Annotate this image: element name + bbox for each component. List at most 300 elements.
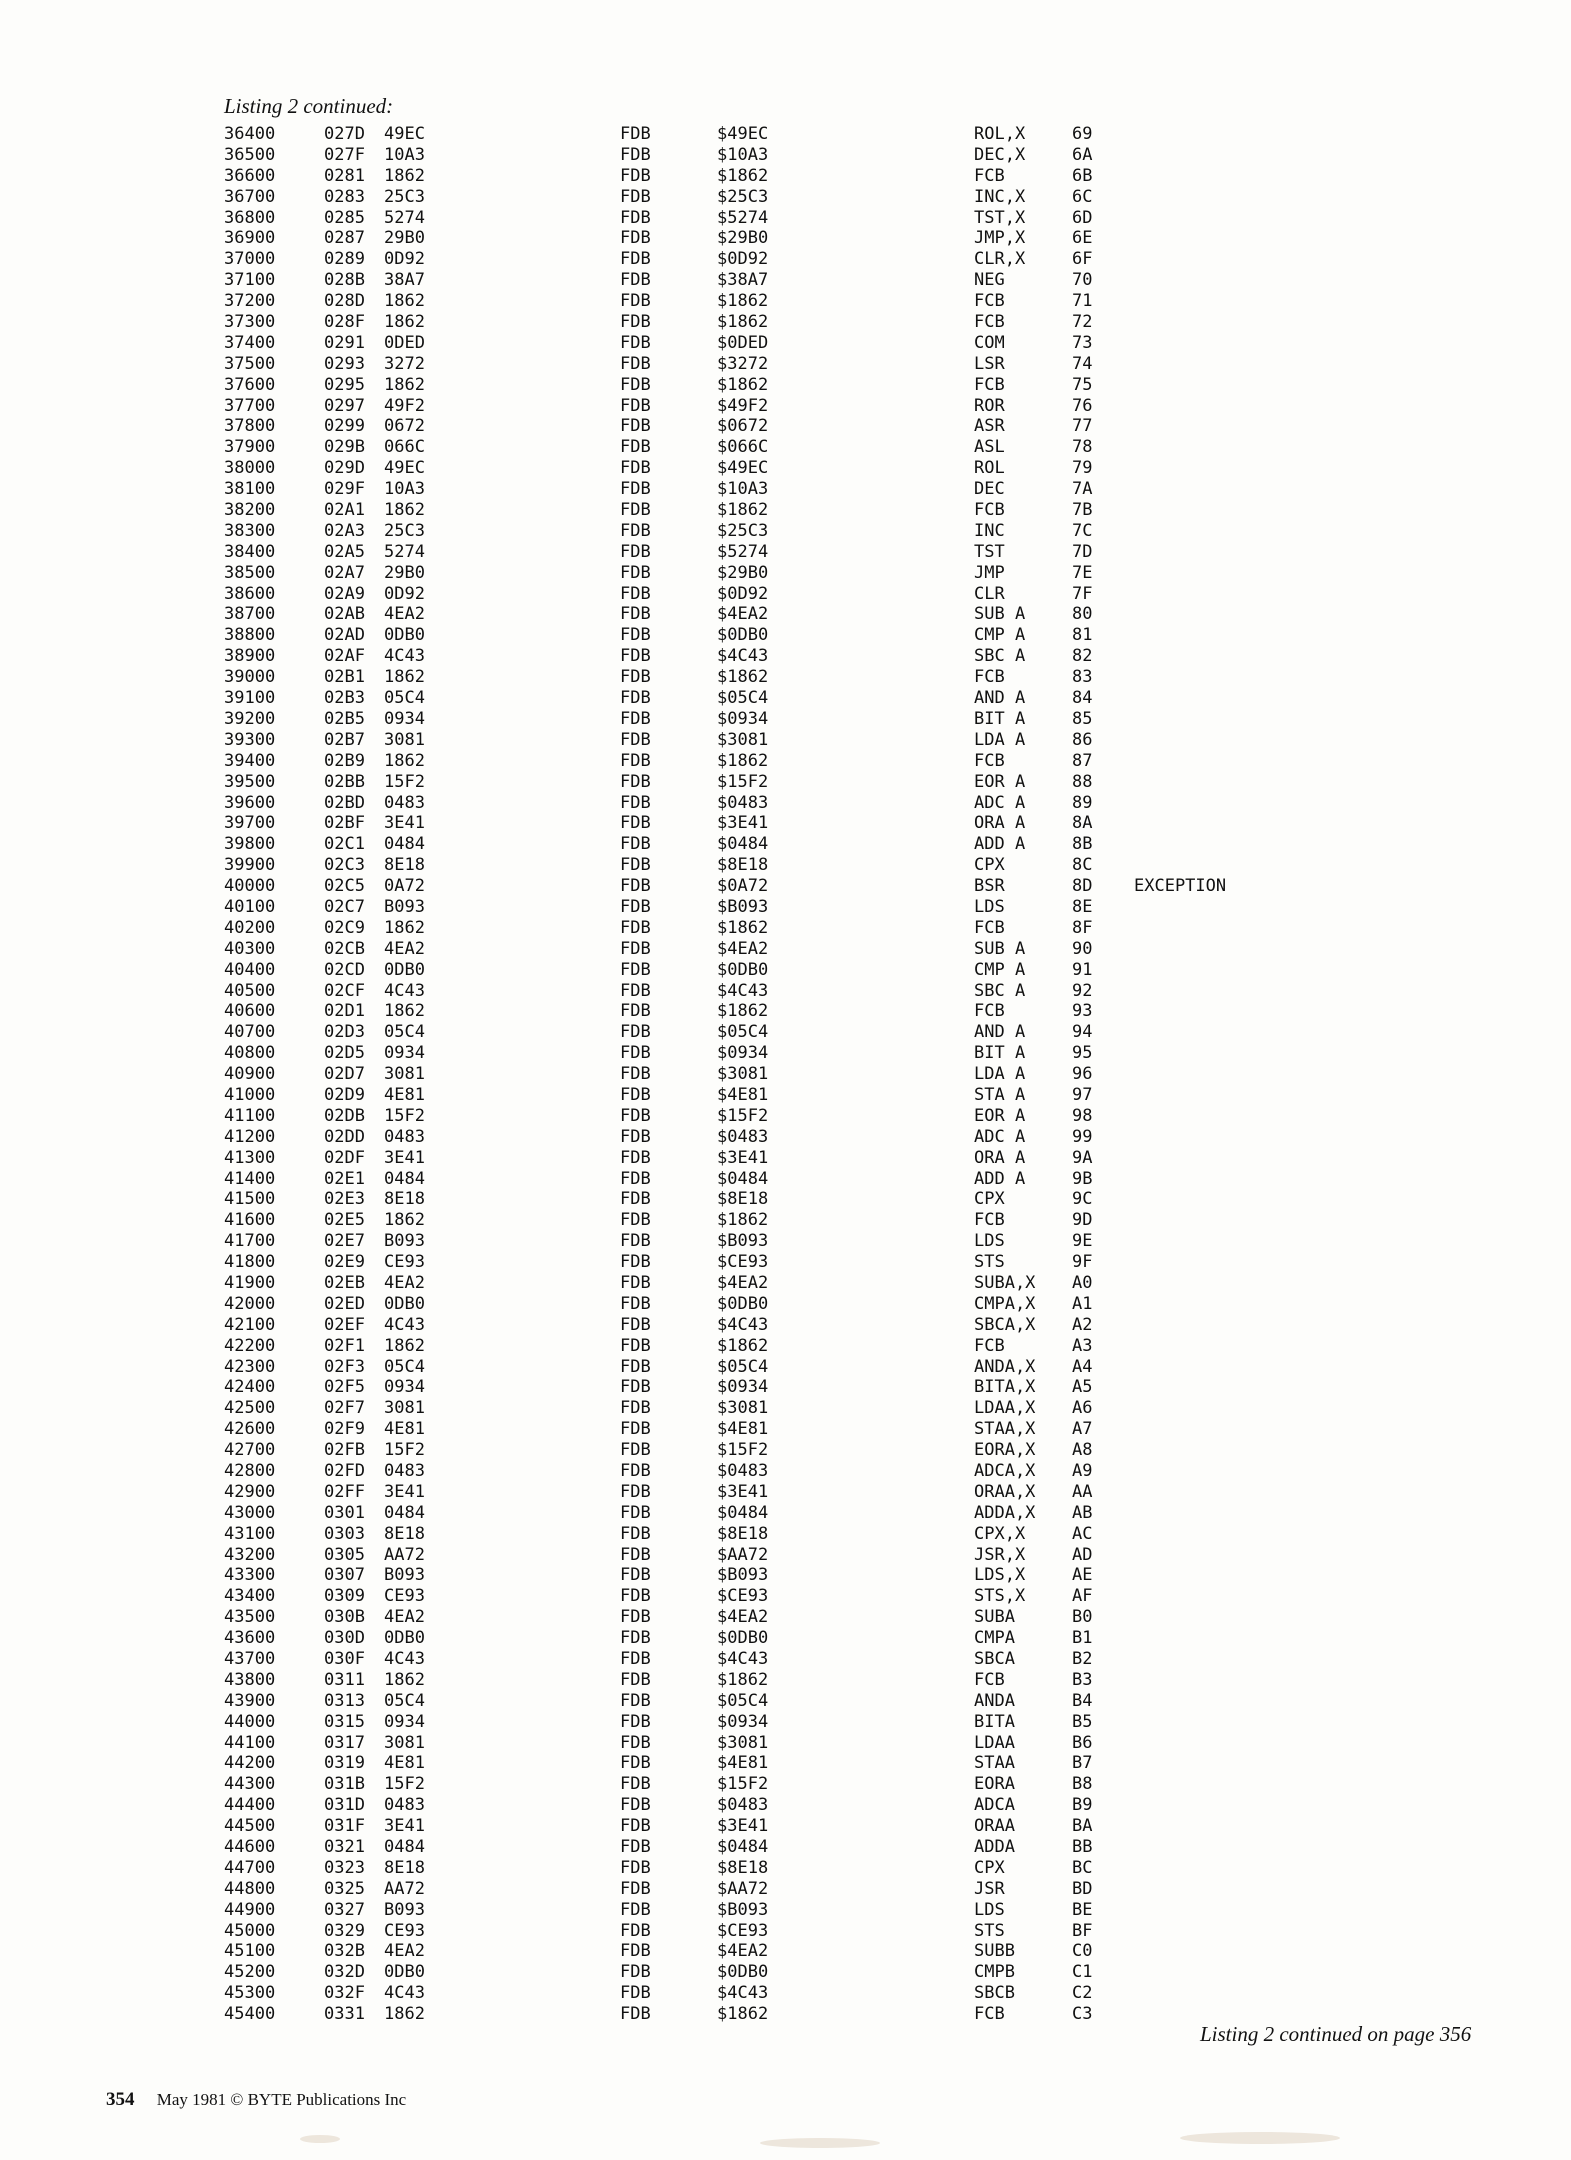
operand-value: $15F2 <box>717 1440 769 1461</box>
mnemonic: AND A <box>974 1022 1026 1043</box>
line-number: 43400 <box>224 1586 276 1607</box>
address: 02B3 <box>324 688 365 709</box>
address: 02F3 <box>324 1356 365 1377</box>
address: 02D7 <box>324 1064 365 1085</box>
object-code: 49EC <box>384 124 425 144</box>
line-number: 41900 <box>224 1272 276 1293</box>
listing-caption-top: Listing 2 continued: <box>224 94 394 118</box>
line-number: 39600 <box>224 792 276 813</box>
opcode: 7A <box>1072 479 1093 500</box>
directive: FDB <box>620 1293 651 1314</box>
mnemonic: FCB <box>974 291 1005 312</box>
operand-value: $05C4 <box>717 688 769 709</box>
object-code: CE93 <box>384 1920 425 1941</box>
opcode: B5 <box>1072 1711 1093 1732</box>
directive: FDB <box>620 270 651 291</box>
mnemonic: LDS <box>974 1231 1005 1252</box>
directive: FDB <box>620 834 651 855</box>
opcode: 9E <box>1072 1231 1093 1252</box>
opcode: 9A <box>1072 1147 1093 1168</box>
object-code: 0483 <box>384 1126 425 1147</box>
object-code: 4C43 <box>384 646 425 667</box>
address: 0321 <box>324 1837 365 1858</box>
directive: FDB <box>620 1649 651 1670</box>
object-code: 29B0 <box>384 562 425 583</box>
address: 02FF <box>324 1481 365 1502</box>
opcode: B2 <box>1072 1649 1093 1670</box>
address: 02CD <box>324 959 365 980</box>
object-code: 8E18 <box>384 1857 425 1878</box>
address: 030F <box>324 1649 365 1670</box>
mnemonic: BITA,X <box>974 1377 1036 1398</box>
opcode: 93 <box>1072 1001 1093 1022</box>
object-code: 0483 <box>384 1461 425 1481</box>
line-number: 45100 <box>224 1941 276 1962</box>
mnemonic: JMP <box>974 562 1005 583</box>
opcode: 82 <box>1072 646 1093 667</box>
opcode: 90 <box>1072 938 1093 959</box>
address: 02CB <box>324 938 365 959</box>
object-code: 1862 <box>384 1001 425 1022</box>
object-code: 4EA2 <box>384 1941 425 1962</box>
address: 0303 <box>324 1523 365 1544</box>
address: 02F9 <box>324 1419 365 1440</box>
mnemonic: ASR <box>974 416 1005 437</box>
mnemonic: SBC A <box>974 646 1026 667</box>
line-number: 42500 <box>224 1398 276 1419</box>
address: 02BD <box>324 792 365 813</box>
directive: FDB <box>620 1669 651 1690</box>
mnemonic: SUBA <box>974 1607 1015 1628</box>
line-number: 41100 <box>224 1105 276 1126</box>
operand-value: $1862 <box>717 917 769 938</box>
mnemonic: JSR <box>974 1878 1005 1899</box>
line-number: 37000 <box>224 249 276 270</box>
address: 02EB <box>324 1272 365 1293</box>
object-code: 0934 <box>384 1711 425 1732</box>
object-code: 8E18 <box>384 1189 425 1210</box>
opcode: A1 <box>1072 1293 1093 1314</box>
opcode: 6A <box>1072 144 1093 165</box>
address: 02C5 <box>324 876 365 897</box>
address: 027F <box>324 144 365 165</box>
opcode: C2 <box>1072 1983 1093 2004</box>
line-number: 38200 <box>224 500 276 521</box>
address: 0283 <box>324 186 365 207</box>
directive: FDB <box>620 1022 651 1043</box>
operand-value: $4EA2 <box>717 1941 769 1962</box>
address: 0311 <box>324 1669 365 1690</box>
mnemonic: FCB <box>974 1210 1005 1231</box>
mnemonic: DEC,X <box>974 144 1026 165</box>
object-code: 0D92 <box>384 583 425 604</box>
object-code: 1862 <box>384 1335 425 1356</box>
mnemonic: CLR,X <box>974 249 1026 270</box>
mnemonic: CPX <box>974 1189 1005 1210</box>
line-number: 45000 <box>224 1920 276 1941</box>
line-number: 37800 <box>224 416 276 437</box>
operand-value: $1862 <box>717 667 769 688</box>
directive: FDB <box>620 500 651 521</box>
directive: FDB <box>620 1419 651 1440</box>
directive: FDB <box>620 1795 651 1816</box>
line-number: 44400 <box>224 1795 276 1816</box>
address: 0299 <box>324 416 365 437</box>
mnemonic: NEG <box>974 270 1005 291</box>
mnemonic: CPX <box>974 1857 1005 1878</box>
mnemonic: BIT A <box>974 708 1026 729</box>
operand-value: $0484 <box>717 1168 769 1189</box>
address: 028B <box>324 270 365 291</box>
address: 02A3 <box>324 520 365 541</box>
mnemonic: EOR A <box>974 1105 1026 1126</box>
line-number: 39800 <box>224 834 276 855</box>
directive: FDB <box>620 1231 651 1252</box>
operand-value: $AA72 <box>717 1878 769 1899</box>
operand-value: $0484 <box>717 1502 769 1523</box>
directive: FDB <box>620 1272 651 1293</box>
opcode: A5 <box>1072 1377 1093 1398</box>
opcode: 89 <box>1072 792 1093 813</box>
opcode: 91 <box>1072 959 1093 980</box>
operand-value: $1862 <box>717 1001 769 1022</box>
directive: FDB <box>620 1440 651 1461</box>
line-number: 44000 <box>224 1711 276 1732</box>
object-code: 3E41 <box>384 1147 425 1168</box>
opcode: 6E <box>1072 228 1093 249</box>
mnemonic: COM <box>974 332 1005 353</box>
operand-value: $1862 <box>717 291 769 312</box>
mnemonic: CMP A <box>974 959 1026 980</box>
operand-value: $0DB0 <box>717 959 769 980</box>
line-number: 38300 <box>224 520 276 541</box>
comment: EXCEPTION <box>1134 876 1227 897</box>
address: 02F7 <box>324 1398 365 1419</box>
object-code: 0483 <box>384 792 425 813</box>
line-number: 44300 <box>224 1774 276 1795</box>
opcode: 6B <box>1072 165 1093 186</box>
line-number: 37200 <box>224 291 276 312</box>
opcode: 7D <box>1072 541 1093 562</box>
object-code: 25C3 <box>384 520 425 541</box>
operand-value: $25C3 <box>717 520 769 541</box>
address: 02EF <box>324 1314 365 1335</box>
object-code: 0483 <box>384 1795 425 1816</box>
line-number: 42700 <box>224 1440 276 1461</box>
mnemonic: LDAA <box>974 1732 1015 1753</box>
object-code: 5274 <box>384 541 425 562</box>
mnemonic: ADD A <box>974 834 1026 855</box>
object-code: 3081 <box>384 1064 425 1085</box>
address: 029B <box>324 437 365 458</box>
operand-value: $4E81 <box>717 1753 769 1774</box>
opcode: BD <box>1072 1878 1093 1899</box>
opcode: B1 <box>1072 1628 1093 1649</box>
directive: FDB <box>620 1335 651 1356</box>
operand-value: $05C4 <box>717 1356 769 1377</box>
object-code: 0484 <box>384 834 425 855</box>
opcode: 77 <box>1072 416 1093 437</box>
directive: FDB <box>620 1941 651 1962</box>
mnemonic: ORAA <box>974 1816 1015 1837</box>
mnemonic: STAA,X <box>974 1419 1036 1440</box>
listing-caption-bottom: Listing 2 continued on page 356 <box>1200 2022 1472 2046</box>
opcode: A4 <box>1072 1356 1093 1377</box>
directive: FDB <box>620 917 651 938</box>
opcode: 80 <box>1072 604 1093 625</box>
address: 0331 <box>324 2004 365 2025</box>
opcode: 7E <box>1072 562 1093 583</box>
mnemonic: ADD A <box>974 1168 1026 1189</box>
object-code: 0484 <box>384 1168 425 1189</box>
address: 0281 <box>324 165 365 186</box>
opcode: 8B <box>1072 834 1093 855</box>
directive: FDB <box>620 1857 651 1878</box>
operand-value: $CE93 <box>717 1920 769 1941</box>
directive: FDB <box>620 604 651 625</box>
mnemonic: SUBA,X <box>974 1272 1036 1293</box>
mnemonic: TST <box>974 541 1005 562</box>
opcode: 92 <box>1072 980 1093 1001</box>
object-code: 0DB0 <box>384 1628 425 1649</box>
directive: FDB <box>620 228 651 249</box>
directive: FDB <box>620 688 651 709</box>
opcode: 6C <box>1072 186 1093 207</box>
mnemonic: ORA A <box>974 1147 1026 1168</box>
directive: FDB <box>620 1523 651 1544</box>
opcode: A9 <box>1072 1461 1093 1481</box>
line-number: 36600 <box>224 165 276 186</box>
operand-value: $AA72 <box>717 1544 769 1565</box>
directive: FDB <box>620 959 651 980</box>
object-code: 3272 <box>384 353 425 374</box>
operand-value: $3E41 <box>717 1816 769 1837</box>
address: 02A9 <box>324 583 365 604</box>
directive: FDB <box>620 144 651 165</box>
address: 032B <box>324 1941 365 1962</box>
operand-value: $10A3 <box>717 479 769 500</box>
object-code: 4E81 <box>384 1084 425 1105</box>
address: 0319 <box>324 1753 365 1774</box>
address: 030B <box>324 1607 365 1628</box>
operand-value: $0484 <box>717 1837 769 1858</box>
directive: FDB <box>620 1189 651 1210</box>
directive: FDB <box>620 374 651 395</box>
object-code: 15F2 <box>384 1105 425 1126</box>
line-number: 37600 <box>224 374 276 395</box>
address: 0291 <box>324 332 365 353</box>
directive: FDB <box>620 1983 651 2004</box>
directive: FDB <box>620 1377 651 1398</box>
mnemonic: LDA A <box>974 729 1026 750</box>
directive: FDB <box>620 1252 651 1273</box>
opcode: 70 <box>1072 270 1093 291</box>
directive: FDB <box>620 520 651 541</box>
address: 02DB <box>324 1105 365 1126</box>
address: 02D9 <box>324 1084 365 1105</box>
directive: FDB <box>620 416 651 437</box>
object-code: 05C4 <box>384 688 425 709</box>
line-number: 43900 <box>224 1690 276 1711</box>
object-code: 0484 <box>384 1502 425 1523</box>
directive: FDB <box>620 583 651 604</box>
opcode: B9 <box>1072 1795 1093 1816</box>
object-code: 0DB0 <box>384 1293 425 1314</box>
mnemonic: ADDA <box>974 1837 1015 1858</box>
opcode: 6D <box>1072 207 1093 228</box>
line-number: 36700 <box>224 186 276 207</box>
object-code: 3E41 <box>384 1816 425 1837</box>
mnemonic: SBCA,X <box>974 1314 1036 1335</box>
directive: FDB <box>620 1753 651 1774</box>
mnemonic: FCB <box>974 917 1005 938</box>
line-number: 44900 <box>224 1899 276 1920</box>
operand-value: $5274 <box>717 207 769 228</box>
operand-value: $0483 <box>717 1461 769 1481</box>
directive: FDB <box>620 1774 651 1795</box>
opcode: 8D <box>1072 876 1093 897</box>
line-number: 43500 <box>224 1607 276 1628</box>
operand-value: $4EA2 <box>717 1607 769 1628</box>
operand-value: $38A7 <box>717 270 769 291</box>
line-number: 39500 <box>224 771 276 792</box>
operand-value: $4C43 <box>717 646 769 667</box>
paper-speck <box>1180 2132 1340 2144</box>
directive: FDB <box>620 1607 651 1628</box>
opcode: A7 <box>1072 1419 1093 1440</box>
object-code: B093 <box>384 1231 425 1252</box>
operand-value: $15F2 <box>717 1774 769 1795</box>
mnemonic: FCB <box>974 750 1005 771</box>
line-number: 41700 <box>224 1231 276 1252</box>
mnemonic: LDA A <box>974 1064 1026 1085</box>
line-number: 38600 <box>224 583 276 604</box>
line-number: 43000 <box>224 1502 276 1523</box>
opcode: A8 <box>1072 1440 1093 1461</box>
opcode: 8A <box>1072 813 1093 834</box>
address: 02DD <box>324 1126 365 1147</box>
operand-value: $8E18 <box>717 1857 769 1878</box>
object-code: 1862 <box>384 2004 425 2025</box>
line-number: 40600 <box>224 1001 276 1022</box>
opcode: 8C <box>1072 855 1093 876</box>
line-number: 41400 <box>224 1168 276 1189</box>
address: 02FB <box>324 1440 365 1461</box>
object-code: 3081 <box>384 1732 425 1753</box>
object-code: CE93 <box>384 1586 425 1607</box>
address: 0295 <box>324 374 365 395</box>
directive: FDB <box>620 1837 651 1858</box>
address: 031B <box>324 1774 365 1795</box>
opcode: B7 <box>1072 1753 1093 1774</box>
operand-value: $0672 <box>717 416 769 437</box>
directive: FDB <box>620 1711 651 1732</box>
address: 02FD <box>324 1461 365 1481</box>
address: 0327 <box>324 1899 365 1920</box>
opcode: 96 <box>1072 1064 1093 1085</box>
directive: FDB <box>620 1001 651 1022</box>
address: 02B9 <box>324 750 365 771</box>
line-number: 40900 <box>224 1064 276 1085</box>
directive: FDB <box>620 1878 651 1899</box>
mnemonic: FCB <box>974 667 1005 688</box>
mnemonic: LDS,X <box>974 1565 1026 1586</box>
object-code: 25C3 <box>384 186 425 207</box>
operand-value: $4C43 <box>717 980 769 1001</box>
object-code: 15F2 <box>384 771 425 792</box>
directive: FDB <box>620 1899 651 1920</box>
address: 02A1 <box>324 500 365 521</box>
object-code: 15F2 <box>384 1440 425 1461</box>
object-code: 0DB0 <box>384 959 425 980</box>
mnemonic: CMP A <box>974 625 1026 646</box>
mnemonic: BIT A <box>974 1043 1026 1064</box>
opcode: AB <box>1072 1502 1093 1523</box>
line-number: 40300 <box>224 938 276 959</box>
directive: FDB <box>620 1628 651 1649</box>
directive: FDB <box>620 855 651 876</box>
operand-value: $CE93 <box>717 1586 769 1607</box>
line-number: 42900 <box>224 1481 276 1502</box>
operand-value: $05C4 <box>717 1690 769 1711</box>
opcode: 99 <box>1072 1126 1093 1147</box>
operand-value: $0483 <box>717 1795 769 1816</box>
directive: FDB <box>620 1544 651 1565</box>
object-code: AA72 <box>384 1878 425 1899</box>
address: 02F5 <box>324 1377 365 1398</box>
line-number: 38100 <box>224 479 276 500</box>
operand-value: $0DB0 <box>717 1962 769 1983</box>
object-code: 4C43 <box>384 1314 425 1335</box>
mnemonic: FCB <box>974 500 1005 521</box>
operand-value: $3081 <box>717 1398 769 1419</box>
operand-value: $B093 <box>717 896 769 917</box>
object-code: 15F2 <box>384 1774 425 1795</box>
mnemonic: ADC A <box>974 792 1026 813</box>
opcode: 83 <box>1072 667 1093 688</box>
address: 0329 <box>324 1920 365 1941</box>
opcode: 72 <box>1072 312 1093 333</box>
opcode: B0 <box>1072 1607 1093 1628</box>
mnemonic: ROL <box>974 458 1005 479</box>
directive: FDB <box>620 1126 651 1147</box>
mnemonic: FCB <box>974 1669 1005 1690</box>
address: 029D <box>324 458 365 479</box>
line-number: 42600 <box>224 1419 276 1440</box>
operand-value: $066C <box>717 437 769 458</box>
address: 02C1 <box>324 834 365 855</box>
line-number: 37900 <box>224 437 276 458</box>
address: 0325 <box>324 1878 365 1899</box>
line-number: 37100 <box>224 270 276 291</box>
opcode: AD <box>1072 1544 1093 1565</box>
operand-value: $4EA2 <box>717 604 769 625</box>
object-code: 4E81 <box>384 1753 425 1774</box>
mnemonic: STS <box>974 1252 1005 1273</box>
address: 02E9 <box>324 1252 365 1273</box>
mnemonic: ADCA,X <box>974 1461 1036 1481</box>
directive: FDB <box>620 1105 651 1126</box>
directive: FDB <box>620 541 651 562</box>
object-code: 05C4 <box>384 1022 425 1043</box>
line-number: 42000 <box>224 1293 276 1314</box>
line-number: 37400 <box>224 332 276 353</box>
address: 028F <box>324 312 365 333</box>
directive: FDB <box>620 646 651 667</box>
directive: FDB <box>620 437 651 458</box>
line-number: 44200 <box>224 1753 276 1774</box>
opcode: 85 <box>1072 708 1093 729</box>
